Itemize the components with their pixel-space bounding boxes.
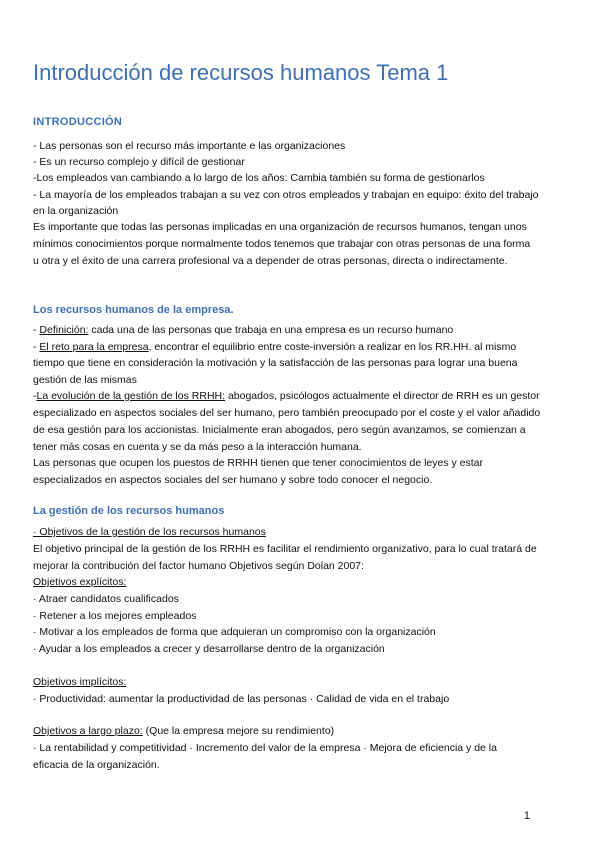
definition-term: Definición: [39,324,89,336]
evolution-line: tener más cosas en cuenta y se da más peso a la interacción humana. [33,441,362,453]
evolution-line: Las personas que ocupen los puestos de RRHH tienen que tener conocimientos de leyes y estar [33,457,484,469]
intro-heading: INTRODUCCIÓN [33,116,123,128]
long-term-line: eficacia de la organización. [33,759,160,771]
intro-line: Es importante que todas las personas implicadas en una organización de recursos humanos, tengan unos [33,221,527,233]
explicit-objectives-heading: Objetivos explícitos: [33,576,127,588]
evolution-line: especializados en aspectos sociales del ser humano y sobre todo conocer el negocio. [33,474,433,486]
explicit-objective-item: · Motivar a los empleados de forma que adquieran un compromiso con la organización [33,626,436,638]
challenge-line: tiempo que tiene en consideración la motivación y la satisfacción de las personas para lograr una buena [33,357,518,369]
empresa-heading: Los recursos humanos de la empresa. [33,304,234,316]
definition-text: cada una de las personas que trabaja en una empresa es un recurso humano [88,324,454,336]
challenge-line: gestión de las mismas [33,374,137,386]
explicit-objective-item: · Retener a los mejores empleados [33,610,197,622]
long-term-term: Objetivos a largo plazo: [33,725,143,737]
intro-line: en la organización [33,205,119,217]
evolution-term: La evolución de la gestión de los RRHH: [36,390,226,402]
explicit-objective-item: · Ayudar a los empleados a crecer y desarrollarse dentro de la organización [33,643,385,655]
challenge-line [33,341,516,354]
implicit-objectives-heading: Objetivos implícitos: [33,676,127,688]
intro-line: mínimos conocimientos porque normalmente todos tenemos que trabajar con otras personas de una forma [33,238,531,250]
long-term-line: · La rentabilidad y competitividad · Incremento del valor de la empresa · Mejora de eficiencia y de la [33,742,497,754]
document-title: Introducción de recursos humanos Tema 1 [33,60,449,85]
evolution-prefix: - [33,390,37,402]
challenge-text: , encontrar el equilibrio entre coste-inversión a realizar en los RR.HH. al mismo [148,341,517,353]
objectives-line: mejorar la contribución del factor humano Objetivos según Dolan 2007: [33,560,364,572]
long-term-note: (Que la empresa mejore su rendimiento) [142,725,335,737]
intro-line: - La mayoría de los empleados trabajan a su vez con otros empleados y trabajan en equipo: éxito del trabajo [33,189,539,201]
evolution-text: abogados, psicólogos actualmente el director de RRH es un gestor [225,390,540,402]
objectives-line: El objetivo principal de la gestión de los RRHH es facilitar el rendimiento organizativo, para lo cual tratará de [33,543,537,555]
definition-prefix: - [33,324,40,336]
intro-line: -Los empleados van cambiando a lo largo de los años: Cambia también su forma de gestionarlos [33,172,485,184]
challenge-prefix: - [33,341,40,353]
long-term-objectives-heading [33,725,334,738]
intro-line: u otra y el éxito de una carrera profesional va a depender de otras personas, directa o indirectamente. [33,255,508,267]
objectives-subheading: · Objetivos de la gestión de los recursos humanos [33,526,266,538]
evolution-line: de esa gestión para los accionistas. Inicialmente eran abogados, pero según avanzamos, se comienzan a [33,424,526,436]
intro-line: - Las personas son el recurso más importante e las organizaciones [33,140,346,152]
evolution-line: especializado en aspectos sociales del ser humano, pero también preocupado por el coste y el valor añadido [33,407,541,419]
explicit-objective-item: · Atraer candidatos cualificados [33,593,179,605]
challenge-term: El reto para la empresa [39,341,149,353]
gestion-heading: La gestión de los recursos humanos [33,505,225,517]
page-number: 1 [523,810,530,822]
definition-line [33,324,453,337]
evolution-line [33,390,540,403]
implicit-objectives-line: · Productividad: aumentar la productividad de las personas · Calidad de vida en el trabajo [33,693,450,705]
intro-line: - Es un recurso complejo y difícil de gestionar [33,156,245,168]
